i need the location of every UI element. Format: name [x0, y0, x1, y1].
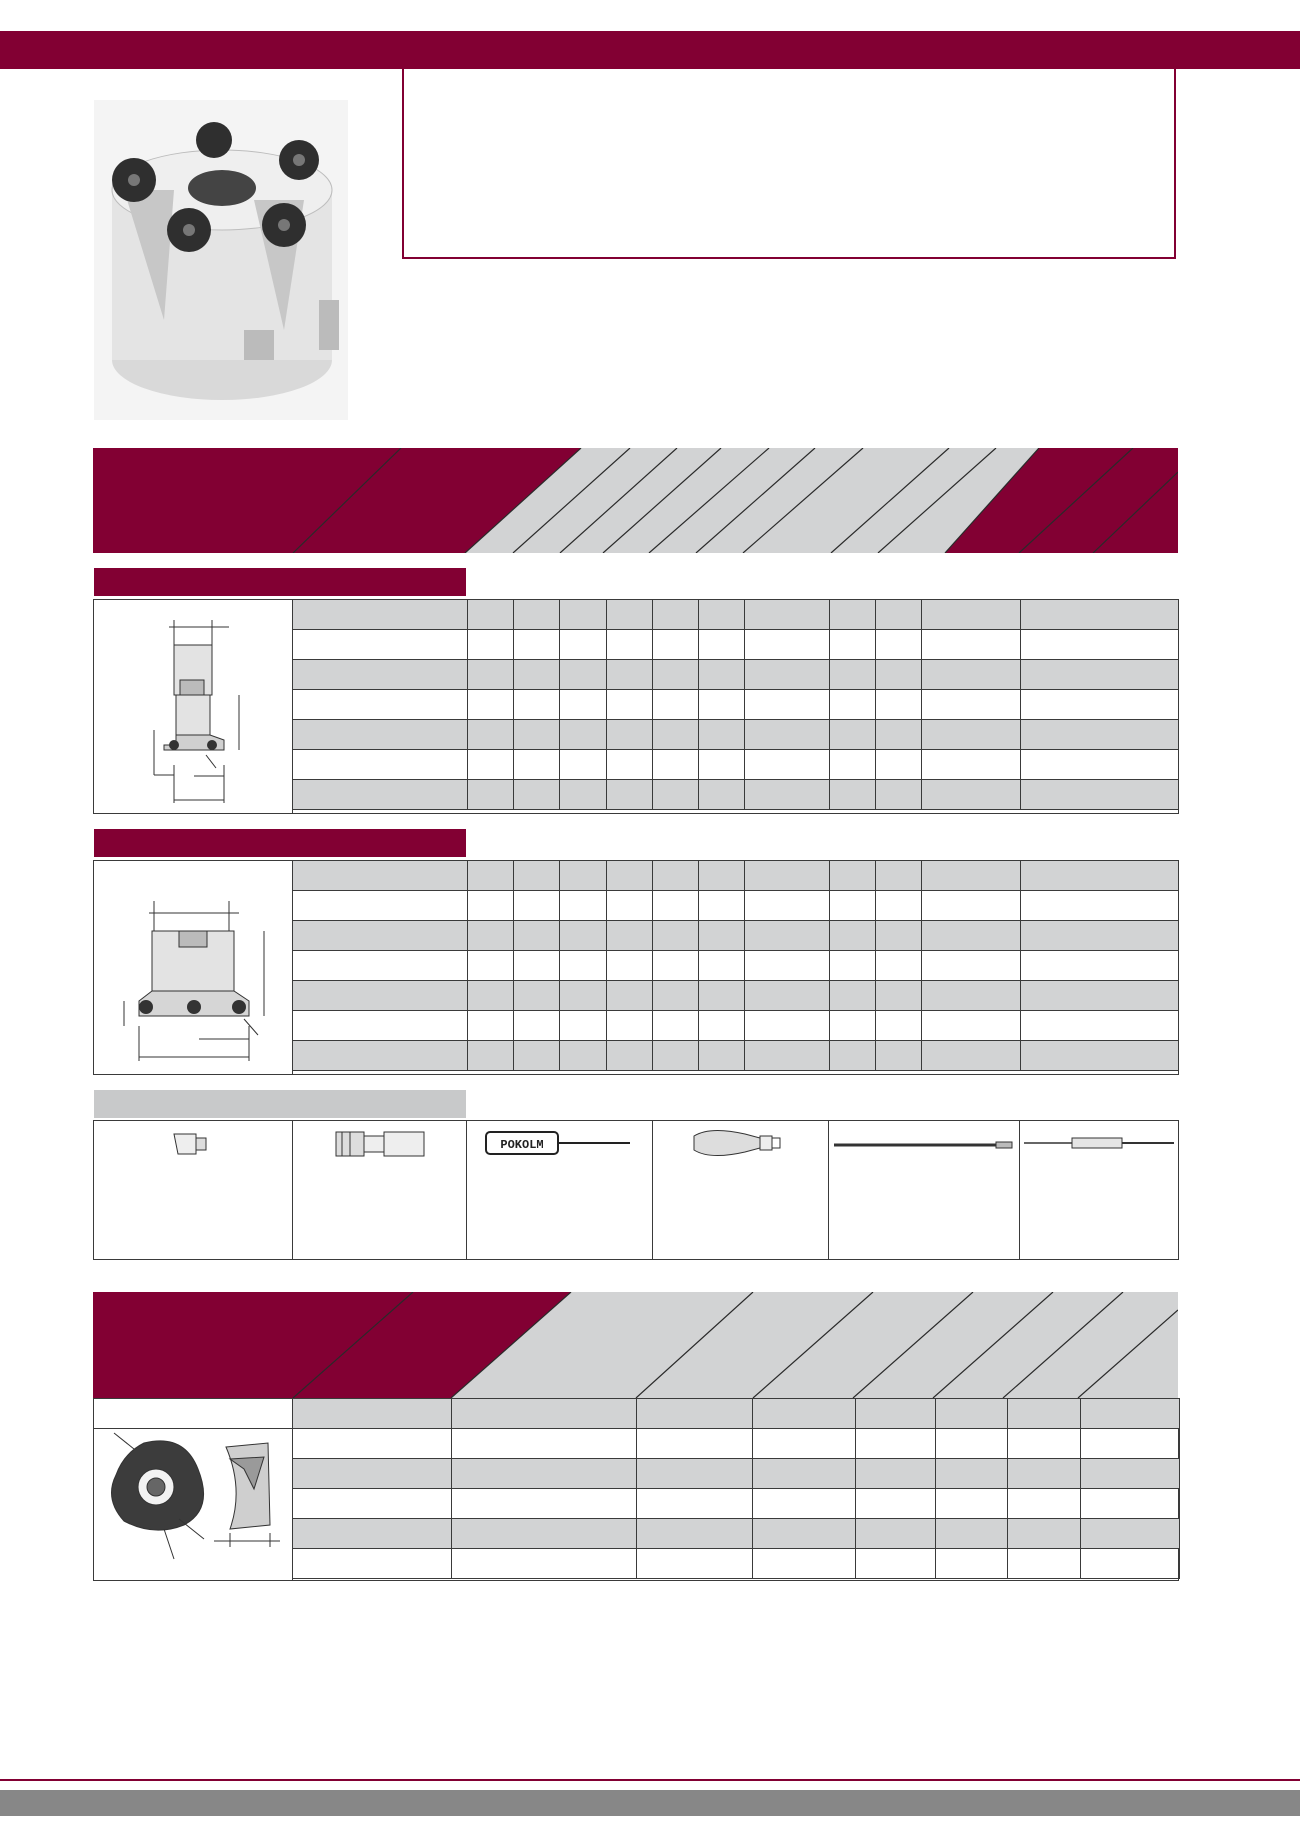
divider — [652, 1120, 653, 1260]
torque-handle-icon — [690, 1128, 790, 1158]
top-color-bar — [0, 31, 1300, 69]
arbor-data-table — [292, 860, 1179, 1071]
table-row — [293, 921, 1179, 951]
table-row — [293, 1549, 1180, 1579]
insert-drawings — [94, 1428, 293, 1581]
insert-top-view — [94, 1429, 292, 1581]
milling-cutter-photo — [94, 100, 348, 420]
divider — [828, 1120, 829, 1260]
section-label-shank — [94, 568, 466, 596]
divider — [466, 1120, 467, 1260]
table-row — [293, 981, 1179, 1011]
table-row — [293, 1459, 1180, 1489]
torque-key-icon — [1022, 1133, 1176, 1153]
table-row — [293, 600, 1179, 630]
section-label-accessories — [94, 1090, 466, 1118]
accessories-frame — [93, 1120, 1179, 1260]
table-row — [293, 1429, 1180, 1459]
footer-bar — [0, 1790, 1300, 1816]
divider — [292, 1120, 293, 1260]
table-row — [293, 780, 1179, 810]
table-row — [293, 1011, 1179, 1041]
table-row — [293, 690, 1179, 720]
description-box — [402, 69, 1176, 259]
table-header-band — [93, 448, 1178, 553]
table-row — [293, 1519, 1180, 1549]
shank-cutter-drawing — [94, 600, 293, 813]
arbor-cutter-drawing — [94, 861, 293, 1074]
table-row — [293, 1041, 1179, 1071]
shank-data-table — [292, 599, 1179, 810]
table-row — [293, 660, 1179, 690]
table-row — [293, 1489, 1180, 1519]
table-row — [293, 720, 1179, 750]
clamping-screw-icon — [334, 1130, 426, 1158]
screw-icon — [170, 1130, 210, 1160]
insert-data-table — [292, 1398, 1180, 1579]
table-row — [293, 891, 1179, 921]
insert-header-band — [93, 1292, 1178, 1398]
table-row — [293, 1399, 1180, 1429]
divider — [1019, 1120, 1020, 1260]
torx-blade-icon — [832, 1138, 1014, 1150]
footer-line — [0, 1779, 1300, 1781]
section-label-arbor — [94, 829, 466, 857]
screwdriver-logo-text: POKOLM — [500, 1138, 544, 1152]
table-row — [293, 750, 1179, 780]
screwdriver-icon — [484, 1130, 634, 1156]
table-row — [293, 951, 1179, 981]
table-row — [293, 630, 1179, 660]
table-row — [293, 861, 1179, 891]
